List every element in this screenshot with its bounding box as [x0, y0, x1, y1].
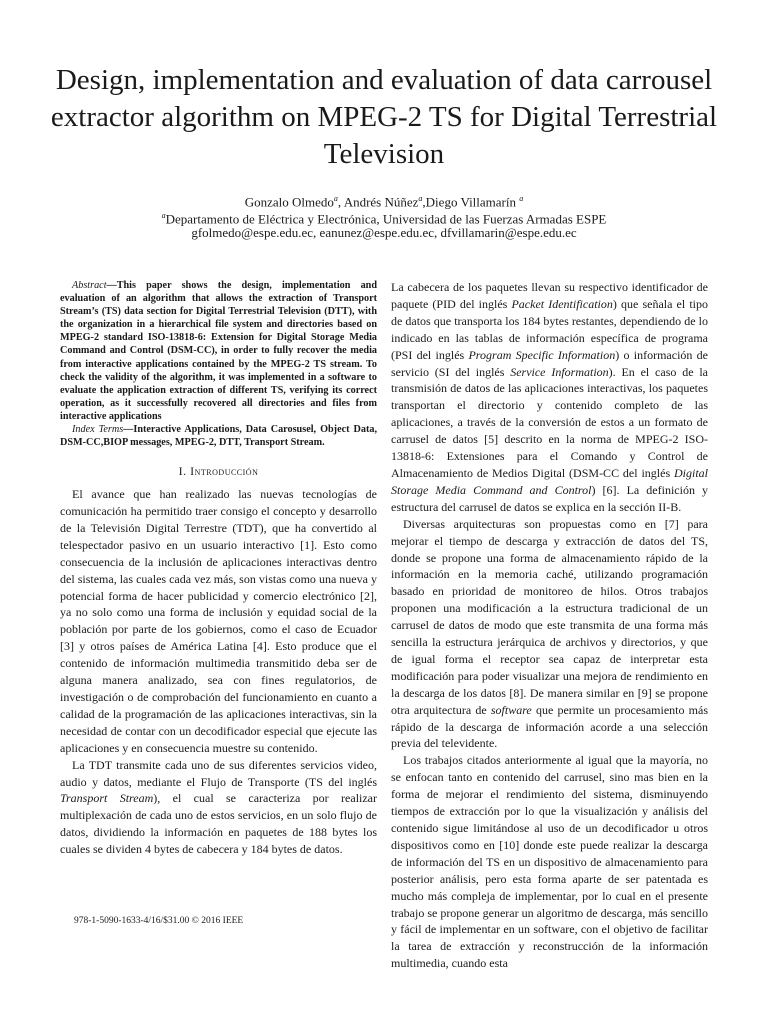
- text-run: La cabecera de los paquetes llevan su respectivo identificador de paquete (PID del inglés: [391, 280, 708, 311]
- affiliation-mark: a: [418, 194, 423, 203]
- italic-term: Service Information: [510, 364, 609, 379]
- text-run: ) que señala el tipo de datos que transporta los 184 bytes restantes, dependiendo de lo indicado en las tablas de información específica de programa (PSI del inglés: [391, 296, 709, 362]
- text-run: La TDT transmite cada uno de sus diferentes servicios video, audio y datos, mediante el Flujo de Transporte (TS del inglés: [60, 757, 377, 789]
- paper-title: Design, implementation and evaluation of data carrousel extractor algorithm on MPEG-2 TS for Digital Terrestrial Television: [50, 64, 718, 170]
- right-paragraph-2: [391, 516, 708, 753]
- italic-term: Digital Storage Media Command and Control: [391, 465, 708, 497]
- text-run: ) o información de servicio (SI del inglés: [391, 347, 708, 379]
- abstract-text: —This paper shows the design, implementation and evaluation of an algorithm that allows the extraction of Transport Stream’s (TS) data section for Digital Terrestrial Television (DTT), with the organization in a hierarchical file system and directories based on MPEG-2 standard ISO-13818-6: Extension for Digital Storage Media Command and Control (DSM-CC), in order to fully recover the media from interactive applications contained by the MPEG-2 TS stream. To check the validity of the algorithm, it was implemented in a software to evaluate the application extraction of different TS, verifying its correct operation, as it successfully recovered all directories and files from interactive applications: [60, 280, 377, 422]
- section-heading-introduccion: [60, 463, 377, 480]
- section-title: Introducción: [190, 464, 259, 479]
- right-paragraph-1: [391, 279, 708, 516]
- intro-paragraph-1: El avance que han realizado las nuevas tecnologías de comunicación ha permitido traer consigo el concepto y desarrollo de la Televisión Digital Terrestre (TDT), que ha convertido al telespectador pasivo en un usuario interactivo [1]. Esto como consecuencia de la inclusión de aplicaciones interactivas dentro del sistema, las cuales cada vez más, son vistas como una nueva y potencial forma de hacer publicidad y comercio electrónico [2], ya no solo como una forma de inclusión y equidad social de la población por parte de los gobiernos, como el caso de Ecuador [3] y otros países de América Latina [4]. Esto produce que el contenido de información multimedia transmitido deba ser de alguna manera analizado, sea con fines regulatorios, de investigación o de comprobación del funcionamiento en cuanto a calidad de la programación de las aplicaciones interactivas, sin la necesidad de contar con un decodificador especial que ejecute las aplicaciones y en consecuencia muestre su contenido.: [60, 487, 377, 755]
- italic-term: software: [490, 702, 532, 717]
- italic-term: Transport Stream: [60, 791, 154, 806]
- affiliation-text: Departamento de Eléctrica y Electrónica, Universidad de las Fuerzas Armadas ESPE: [165, 211, 607, 227]
- right-paragraph-3: Los trabajos citados anteriormente al igual que la mayoría, no se enfocan tanto en contenido del carrusel, sino mas bien en la forma de mejorar el rendimiento del sistema, disminuyendo tiempos de extracción por lo que la visualización y análisis del contenido sigue limitándose al uso de un decodificador u otros dispositivos como en [10] donde este puede realizar la descarga de información del TS en un dispositivo de almacenamiento para posterior análisis, pero esta forma aparte de ser patentada es mucho más compleja de implementar, por lo cual en el presente trabajo se propone generar un algoritmo de descarga, más sencillo y fácil de implementar en un software, con el objetivo de facilitar la tarea de extracción y reconstrucción de la información multimedia, cuando esta: [391, 753, 708, 971]
- intro-paragraph-2: [60, 757, 377, 858]
- index-terms: [60, 423, 377, 449]
- section-number: I.: [178, 464, 187, 479]
- abstract: [60, 279, 377, 423]
- copyright-footer: 978-1-5090-1633-4/16/$31.00 © 2016 IEEE: [74, 916, 244, 926]
- text-run: ). En el caso de la transmisión de datos de las aplicaciones interactivas, los paquetes transportan el directorio y contenido completo de las aplicaciones, a través de la conversión de estos a un formato de carrusel de datos [5] descrito en la norma de MPEG-2 ISO-13818-6: Extensiones para el Comando y Control de Almacenamiento de Medios Digital (DSM-CC del inglés: [391, 364, 708, 480]
- author-emails: gfolmedo@espe.edu.ec, eanunez@espe.edu.ec, dfvillamarin@espe.edu.ec: [191, 225, 577, 240]
- text-run: que permite un procesamiento más rápido de la descarga de información acorde a una selección previa del televidente.: [391, 702, 709, 751]
- right-column: [391, 279, 708, 972]
- left-column: [60, 279, 377, 858]
- abstract-lead: Abstract: [72, 280, 107, 291]
- text-run: Diversas arquitecturas son propuestas como en [7] para mejorar el tiempo de descarga y extracción de datos del TS, donde se propone una forma de almacenamiento rápido de la información en la memoria caché, utilizando programación basado en prioridad de monitoreo de hilos. Otros trabajos proponen una modificación a la estructura tradicional de un carrusel de datos de modo que este transmita de una forma más sencilla la estructura jerárquica de archivos y directorios, y que de igual forma el receptor sea capaz de interpretar esta modificación para poder visualizar una mejora de rendimiento en la descarga de los datos [8]. De manera similar en [9] se propone otra arquitectura de: [391, 516, 708, 717]
- text-run: ) [6]. La definición y estructura del carrusel de datos se explica en la sección II-B.: [391, 482, 709, 514]
- author-1: Gonzalo Olmedo: [244, 194, 334, 210]
- text-run: ), el cual se caracteriza por realizar multiplexación de cada uno de estos servicios, en un solo flujo de datos, dividiendo la información en paquetes de 188 bytes los cuales se dividen 4 bytes de cabecera y 184 bytes de datos.: [60, 791, 378, 857]
- index-terms-lead: Index Terms: [72, 424, 124, 436]
- affiliation-mark: a: [161, 211, 166, 220]
- italic-term: Program Specific Information: [468, 347, 616, 362]
- author-3: ,Diego Villamarín: [422, 194, 520, 210]
- italic-term: Packet Identification: [511, 296, 613, 311]
- affiliation-mark: a: [519, 194, 524, 203]
- affiliation-mark: a: [333, 194, 338, 203]
- author-2: , Andrés Núñez: [337, 194, 419, 210]
- index-terms-text: —Interactive Applications, Data Carosusel, Object Data, DSM-CC,BIOP messages, MPEG-2, DTT, Transport Stream.: [60, 424, 377, 449]
